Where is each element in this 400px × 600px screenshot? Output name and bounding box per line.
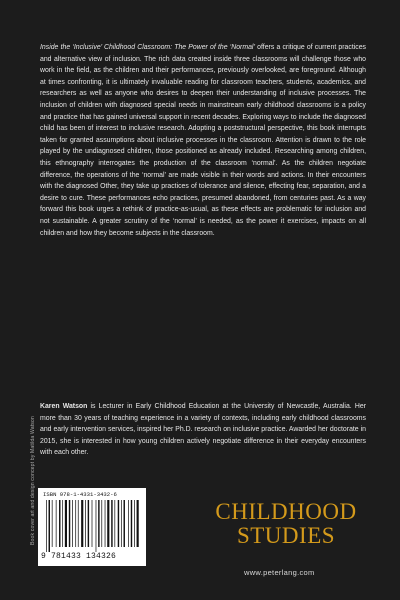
book-description [40, 42, 366, 239]
book-title-italic: Inside the ‘Inclusive’ Childhood Classroom: The Power of the ‘Normal’ [40, 44, 255, 51]
isbn-label: ISBN 978-1-4331-3432-6 [43, 491, 117, 498]
cover-credit: Book cover art and design concept by Matilda Watson [30, 416, 36, 545]
description-body: offers a critique of current practices and alternative view of inclusion. The rich data created inside three classrooms will challenge those who work in the field, as the children and their performances, previously overlooked, are foreground. Although at times confronting, it is ultimately invaluable reading for classroom teachers, students, academics, and researchers as well as anyone who desires to deepen their understanding of inclusive processes. The inclusion of children with diagnosed special needs in mainstream early childhood classrooms is a policy and practice that has gained universal support in recent decades. Exploring ways to include the diagnosed child has been of interest to inclusive research. Adopting a poststructural perspective, this book interrupts taken for granted assumptions about inclusive processes in the classroom. Attention is drawn to the role played by the undiagnosed children, those positioned as already included. Researching among children, this ethnography interrogates the production of the classroom ‘normal’. As the children negotiate difference, the operations of the ‘normal’ are made visible in their words and actions. In their encounters with the diagnosed Other, they take up practices of tolerance and silence, effecting fear, separation, and a desire to cure. These performances echo practices, presumed abandoned, from centuries past. As a way forward this book urges a rethink of practice-as-usual, as these effects are problematic for inclusion and not sustainable. A greater scrutiny of the ‘normal’ is needed, as the power it exercises, impacts on all children and how they become subjects in the classroom. [40, 44, 367, 237]
author-bio-text: is Lecturer in Early Childhood Education at the University of Newcastle, Australia. Her more than 30 years of teaching experience in a variety of contexts, including early childhood classrooms and early intervention services, inspired her Ph.D. research on inclusive practice. Awarded her doctorate in 2015, she is interested in how young children actively negotiate difference in their everyday encounters with each other. [40, 403, 366, 457]
series-line-2: STUDIES [236, 523, 336, 548]
barcode-bars [46, 500, 140, 552]
author-name: Karen Watson [40, 403, 88, 410]
barcode-digits: 9 781433 134326 [41, 552, 117, 561]
series-line-1: CHILDHOOD [215, 499, 357, 524]
series-logo [202, 500, 370, 548]
author-bio [40, 401, 366, 459]
isbn-barcode [38, 488, 146, 566]
publisher-url: www.peterlang.com [244, 568, 315, 577]
